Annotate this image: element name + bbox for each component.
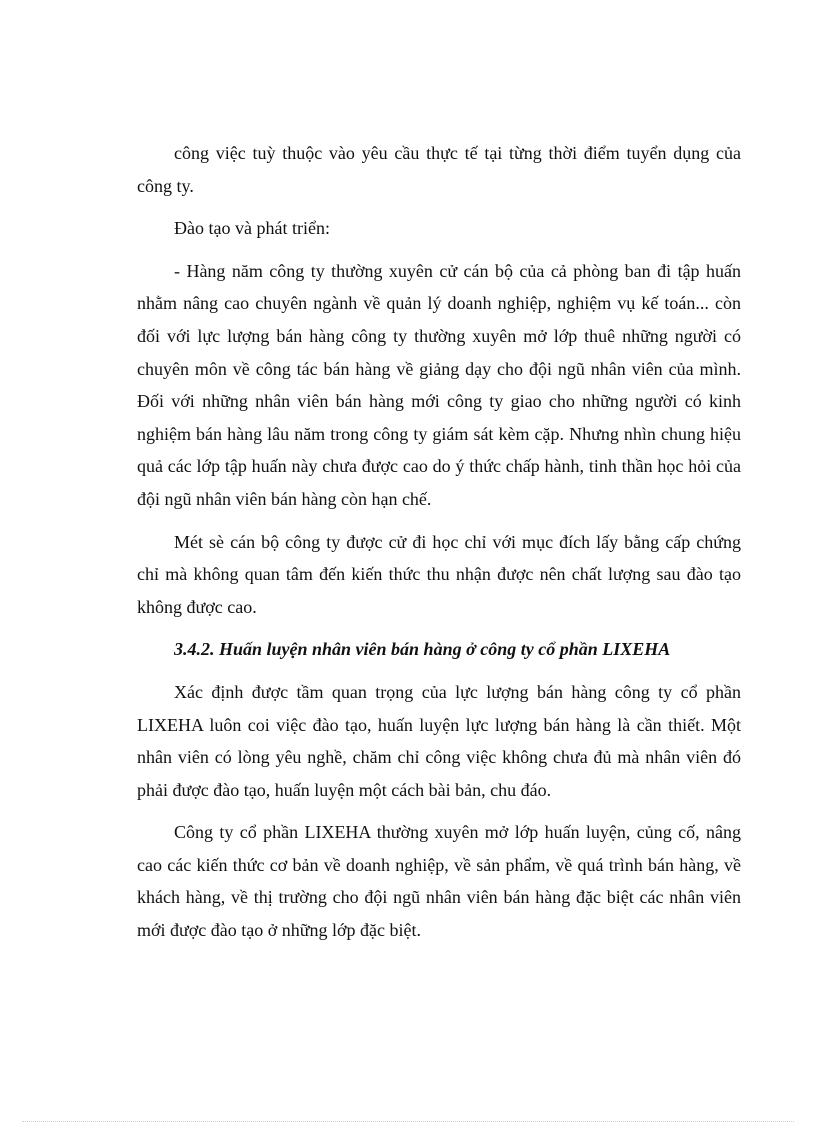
section-heading: 3.4.2. Huấn luyện nhân viên bán hàng ở công ty cổ phần LIXEHA bbox=[174, 639, 671, 660]
paragraph-annual-training: - Hàng năm công ty thường xuyên cử cán bộ của cả phòng ban đi tập huấn nhằm nâng cao chuyên ngành về quản lý doanh nghiệp, nghiệm vụ kế toán... còn đối với lực lượng bán hàng công ty thường xuyên mở lớp thuê những người có chuyên môn về công tác bán hàng về giảng dạy cho đội ngũ nhân viên của mình. Đối với những nhân viên bán hàng mới công ty giao cho những người có kinh nghiệm bán hàng lâu năm trong công ty giám sát kèm cặp. Nhưng nhìn chung hiệu quả các lớp tập huấn này chưa được cao do ý thức chấp hành, tinh thần học hỏi của đội ngũ nhân viên bán hàng còn hạn chế. bbox=[137, 260, 741, 509]
paragraph-training-title: Đào tạo và phát triển: bbox=[174, 218, 330, 239]
document-page bbox=[137, 137, 741, 957]
paragraph-training-courses: Công ty cổ phần LIXEHA thường xuyên mở lớp huấn luyện, củng cố, nâng cao các kiến thức cơ bản về doanh nghiệp, về sản phẩm, về quá trình bán hàng, về khách hàng, về thị trường cho đội ngũ nhân viên bán hàng đặc biệt các nhân viên mới được đào tạo ở những lớp đặc biệt. bbox=[137, 822, 741, 941]
paragraph-staff-degrees: Mét sè cán bộ công ty được cử đi học chỉ với mục đích lấy bằng cấp chứng chỉ mà không quan tâm đến kiến thức thu nhận được nên chất lượng sau đào tạo không được cao. bbox=[137, 531, 741, 617]
paragraph-sales-force-importance: Xác định được tầm quan trọng của lực lượng bán hàng công ty cổ phần LIXEHA luôn coi việc đào tạo, huấn luyện lực lượng bán hàng là cần thiết. Một nhân viên có lòng yêu nghề, chăm chỉ công việc không chưa đủ mà nhân viên đó phải được đào tạo, huấn luyện một cách bài bản, chu đáo. bbox=[137, 681, 741, 800]
page-bottom-rule bbox=[22, 1121, 794, 1122]
paragraph-recruitment-end: công việc tuỳ thuộc vào yêu cầu thực tế tại từng thời điểm tuyển dụng của công ty. bbox=[137, 143, 741, 196]
